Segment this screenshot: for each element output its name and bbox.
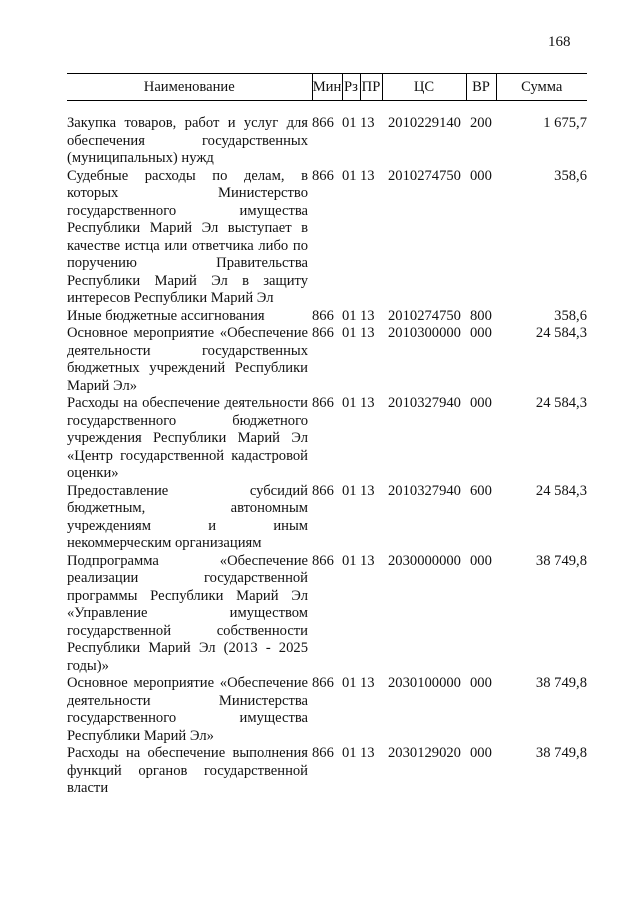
table-row [67, 115, 587, 168]
row-sum: 38 749,8 [535, 745, 587, 761]
row-vr: 000 [470, 675, 492, 691]
row-vr: 000 [470, 552, 492, 569]
row-min: 866 [312, 675, 334, 691]
row-name: Расходы на обеспечение деятельности государственного бюджетного учреждения Республики Марий Эл «Центр государственной кадастровой оценки» [67, 395, 308, 481]
row-vr: 000 [470, 167, 492, 184]
row-pr: 13 [360, 395, 375, 411]
row-rz: 01 [342, 482, 357, 499]
row-vr: 800 [470, 307, 492, 324]
header-name: Наименование [67, 74, 312, 101]
table-body [67, 101, 587, 798]
table-row [67, 308, 587, 326]
row-rz: 01 [342, 395, 357, 411]
row-name: Основное мероприятие «Обеспечение деятельности государственных бюджетных учреждений Республики Марий Эл» [67, 325, 308, 394]
row-sum: 358,6 [554, 167, 587, 184]
row-sum: 38 749,8 [535, 552, 587, 569]
row-vr: 600 [470, 482, 492, 499]
row-min: 866 [312, 395, 334, 411]
header-cs: ЦС [382, 74, 466, 101]
row-pr: 13 [360, 675, 375, 691]
header-sum: Сумма [496, 74, 587, 101]
row-name: Расходы на обеспечение выполнения функций органов государственной власти [67, 745, 308, 796]
row-cs: 2010274750 [388, 307, 461, 324]
row-name: Предоставление субсидий бюджетным, автономным учреждениям и иным некоммерческим организациям [67, 482, 308, 551]
row-name: Подпрограмма «Обеспечение реализации государственной программы Республики Марий Эл «Управление имуществом государственной собственности Республики Марий Эл (2013 - 2025 годы)» [67, 552, 308, 674]
row-cs: 2010327940 [388, 395, 461, 411]
budget-table [67, 73, 587, 798]
row-cs: 2030100000 [388, 675, 461, 691]
header-pr: ПР [360, 74, 382, 101]
header-min: Мин [312, 74, 342, 101]
table-row [67, 553, 587, 676]
row-min: 866 [312, 307, 334, 324]
row-vr: 200 [470, 115, 492, 131]
row-pr: 13 [360, 325, 375, 341]
row-name: Закупка товаров, работ и услуг для обеспечения государственных (муниципальных) нужд [67, 115, 308, 166]
table-row [67, 675, 587, 745]
row-name: Иные бюджетные ассигнования [67, 307, 265, 324]
row-cs: 2010229140 [388, 115, 461, 131]
row-sum: 24 584,3 [535, 325, 587, 341]
table-row [67, 395, 587, 483]
table-row [67, 745, 587, 798]
row-pr: 13 [360, 552, 375, 569]
table-row [67, 483, 587, 553]
row-min: 866 [312, 325, 334, 341]
row-rz: 01 [342, 745, 357, 761]
row-rz: 01 [342, 115, 357, 131]
row-sum: 358,6 [554, 307, 587, 324]
row-pr: 13 [360, 115, 375, 131]
row-min: 866 [312, 552, 334, 569]
row-vr: 000 [470, 395, 492, 411]
row-min: 866 [312, 167, 334, 184]
row-rz: 01 [342, 307, 357, 324]
header-rz: Рз [342, 74, 360, 101]
row-pr: 13 [360, 307, 375, 324]
row-pr: 13 [360, 482, 375, 499]
row-cs: 2010300000 [388, 325, 461, 341]
row-cs: 2010327940 [388, 482, 461, 499]
row-sum: 1 675,7 [543, 115, 587, 131]
row-sum: 24 584,3 [535, 395, 587, 411]
row-min: 866 [312, 745, 334, 761]
row-rz: 01 [342, 675, 357, 691]
row-min: 866 [312, 115, 334, 131]
budget-table-container [67, 73, 587, 798]
row-pr: 13 [360, 167, 375, 184]
row-name: Судебные расходы по делам, в которых Министерство государственного имущества Республики Марий Эл выступает в качестве истца или ответчика либо по поручению Правительства Республики Марий Эл в защиту интересов Республики Марий Эл [67, 167, 308, 306]
table-row [67, 325, 587, 395]
header-vr: ВР [466, 74, 496, 101]
row-vr: 000 [470, 745, 492, 761]
row-cs: 2010274750 [388, 167, 461, 184]
row-name: Основное мероприятие «Обеспечение деятельности Министерства государственного имущества Республики Марий Эл» [67, 675, 308, 744]
row-sum: 24 584,3 [535, 482, 587, 499]
row-cs: 2030000000 [388, 552, 461, 569]
table-header [67, 74, 587, 101]
row-min: 866 [312, 482, 334, 499]
row-pr: 13 [360, 745, 375, 761]
row-rz: 01 [342, 167, 357, 184]
page-number: 168 [548, 34, 571, 50]
row-rz: 01 [342, 325, 357, 341]
row-vr: 000 [470, 325, 492, 341]
row-rz: 01 [342, 552, 357, 569]
table-row [67, 168, 587, 308]
row-cs: 2030129020 [388, 745, 461, 761]
row-sum: 38 749,8 [535, 675, 587, 691]
